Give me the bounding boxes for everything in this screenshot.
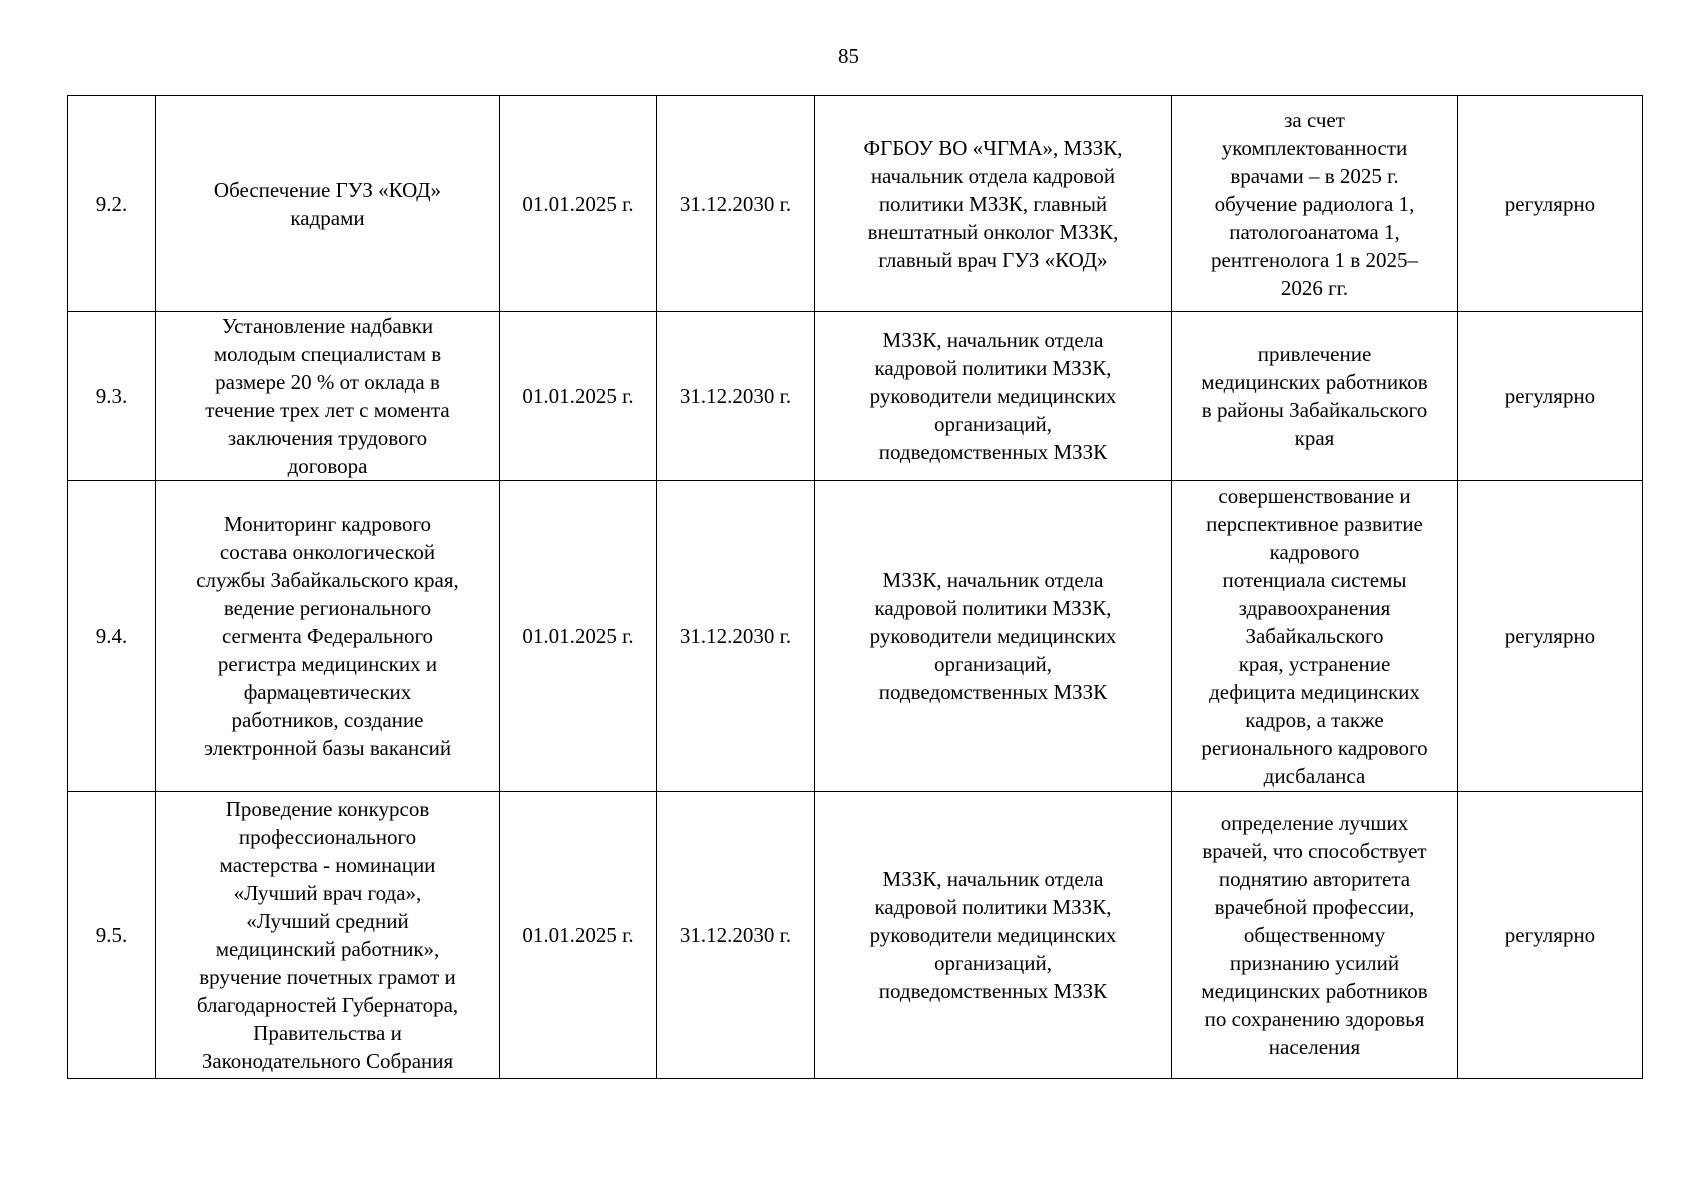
item-number-cell: 9.3.: [68, 312, 156, 481]
item-number-cell: 9.2.: [68, 96, 156, 312]
end-date-cell: 31.12.2030 г.: [657, 481, 815, 792]
end-date-cell: 31.12.2030 г.: [657, 792, 815, 1079]
periodicity-cell: регулярно: [1458, 312, 1643, 481]
result-cell: совершенствование и перспективное развитие кадрового потенциала системы здравоохранения Забайкальского края, устранение дефицита медицинских кадров, а также регионального кадрового дисбаланса: [1172, 481, 1458, 792]
start-date-cell: 01.01.2025 г.: [500, 96, 657, 312]
item-number-cell: 9.5.: [68, 792, 156, 1079]
responsible-cell: МЗЗК, начальник отдела кадровой политики МЗЗК, руководители медицинских организаций, подведомственных МЗЗК: [815, 312, 1172, 481]
measure-cell: Мониторинг кадрового состава онкологической службы Забайкальского края, ведение регионального сегмента Федерального регистра медицинских и фармацевтических работников, создание электронной базы вакансий: [156, 481, 500, 792]
table-row: [68, 312, 1643, 481]
start-date-cell: 01.01.2025 г.: [500, 312, 657, 481]
start-date-cell: 01.01.2025 г.: [500, 792, 657, 1079]
measure-cell: Установление надбавки молодым специалистам в размере 20 % от оклада в течение трех лет с момента заключения трудового договора: [156, 312, 500, 481]
table-row: [68, 96, 1643, 312]
end-date-cell: 31.12.2030 г.: [657, 312, 815, 481]
table-row: [68, 481, 1643, 792]
result-cell: привлечение медицинских работников в районы Забайкальского края: [1172, 312, 1458, 481]
periodicity-cell: регулярно: [1458, 96, 1643, 312]
table-row: [68, 792, 1643, 1079]
result-cell: определение лучших врачей, что способствует поднятию авторитета врачебной профессии, общественному признанию усилий медицинских работников по сохранению здоровья населения: [1172, 792, 1458, 1079]
measures-table: [67, 95, 1643, 1079]
item-number-cell: 9.4.: [68, 481, 156, 792]
responsible-cell: МЗЗК, начальник отдела кадровой политики МЗЗК, руководители медицинских организаций, подведомственных МЗЗК: [815, 481, 1172, 792]
responsible-cell: МЗЗК, начальник отдела кадровой политики МЗЗК, руководители медицинских организаций, подведомственных МЗЗК: [815, 792, 1172, 1079]
start-date-cell: 01.01.2025 г.: [500, 481, 657, 792]
periodicity-cell: регулярно: [1458, 481, 1643, 792]
responsible-cell: ФГБОУ ВО «ЧГМА», МЗЗК, начальник отдела кадровой политики МЗЗК, главный внештатный онколог МЗЗК, главный врач ГУЗ «КОД»: [815, 96, 1172, 312]
end-date-cell: 31.12.2030 г.: [657, 96, 815, 312]
page-number: 85: [838, 44, 859, 68]
measure-cell: Обеспечение ГУЗ «КОД» кадрами: [156, 96, 500, 312]
periodicity-cell: регулярно: [1458, 792, 1643, 1079]
measure-cell: Проведение конкурсов профессионального мастерства - номинации «Лучший врач года», «Лучший средний медицинский работник», вручение почетных грамот и благодарностей Губернатора, Правительства и Законодательного Собрания: [156, 792, 500, 1079]
result-cell: за счет укомплектованности врачами – в 2025 г. обучение радиолога 1, патологоанатома 1, рентгенолога 1 в 2025– 2026 гг.: [1172, 96, 1458, 312]
